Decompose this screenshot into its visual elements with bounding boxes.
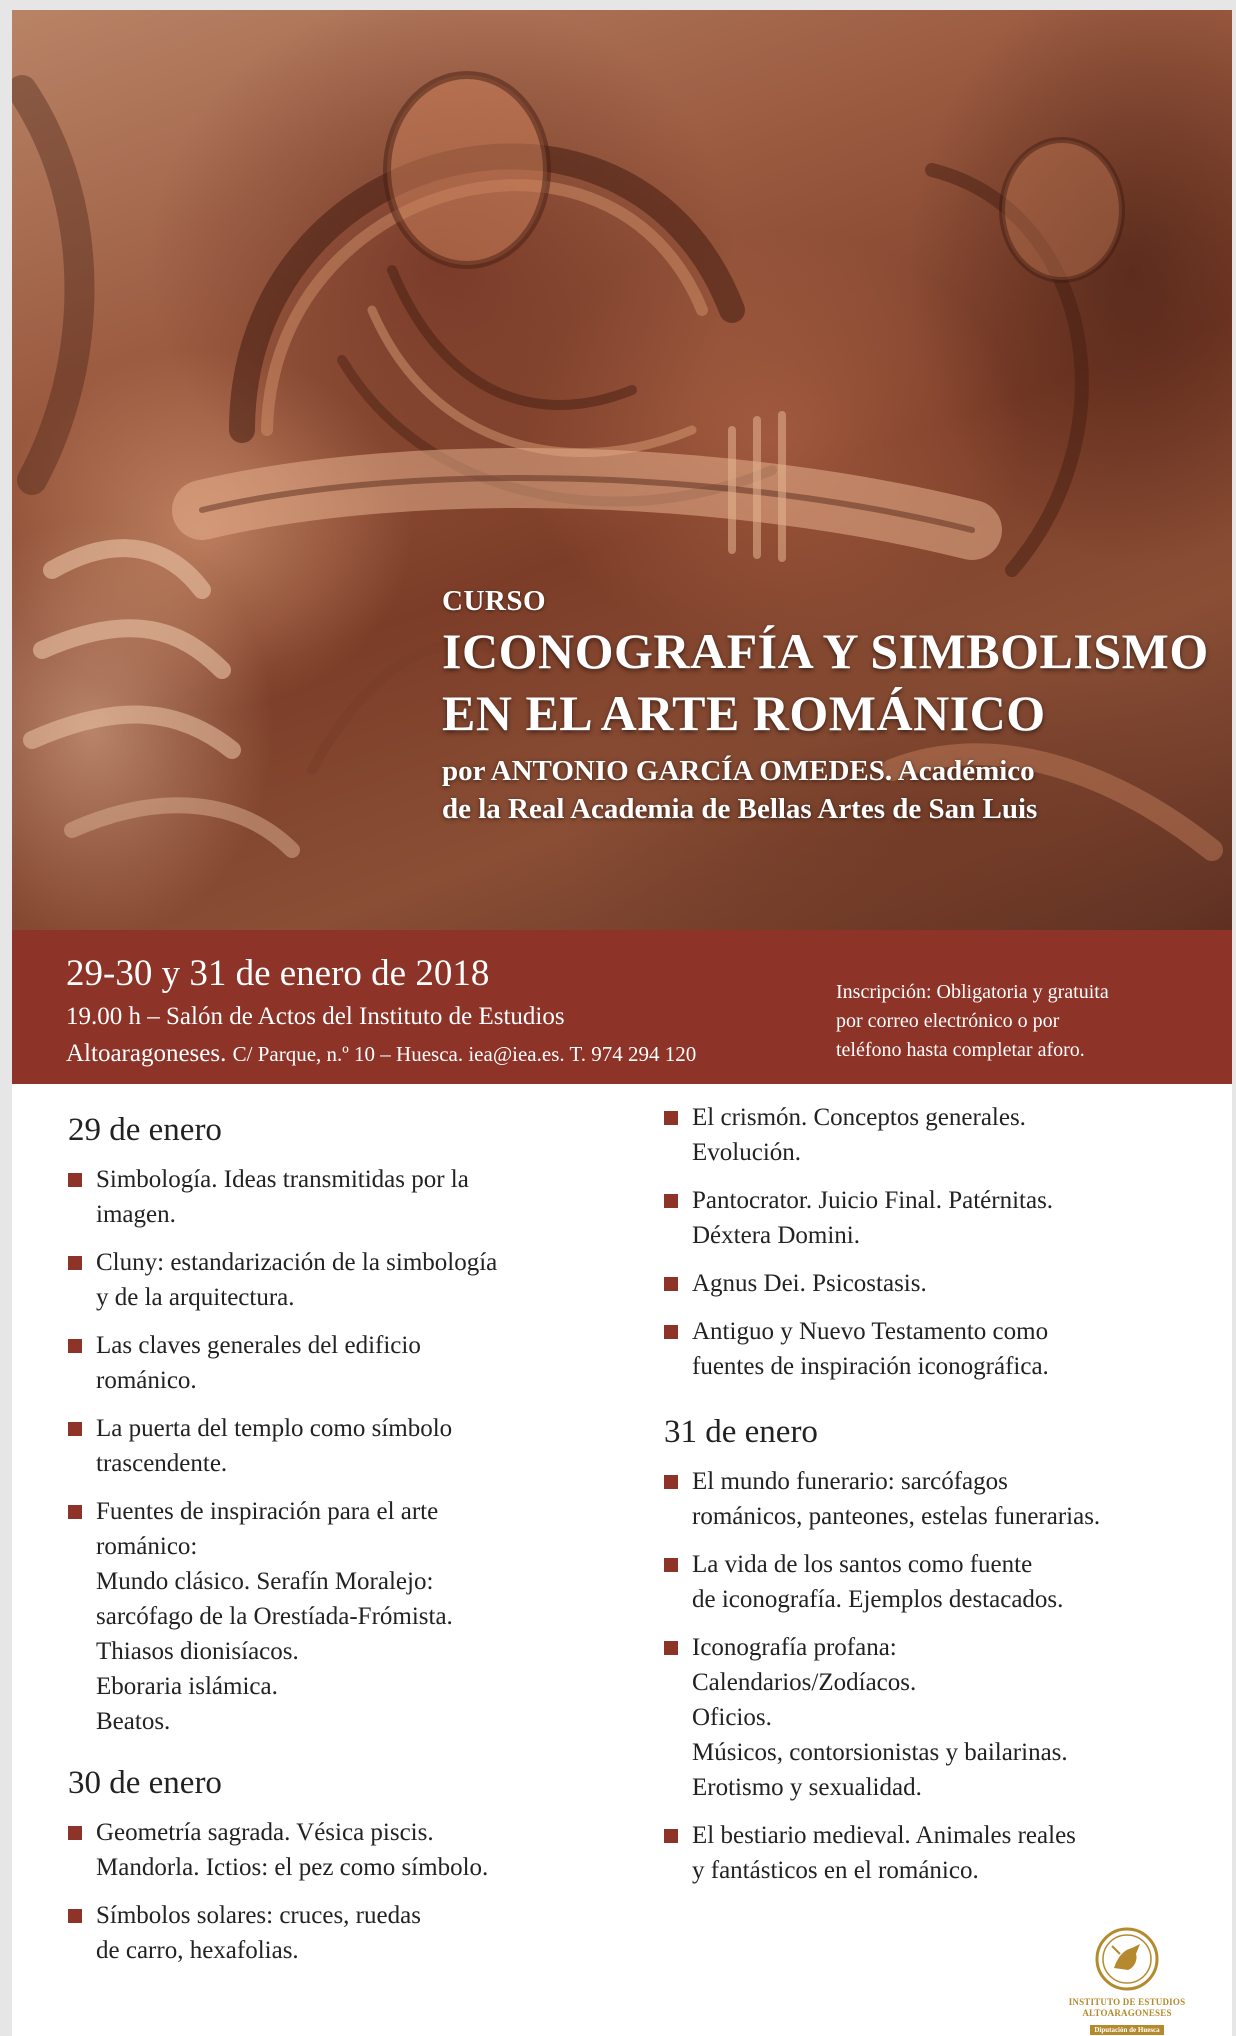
session-item-line: Antiguo y Nuevo Testamento como <box>692 1318 1049 1345</box>
session-item-line: de carro, hexafolias. <box>96 1937 299 1964</box>
institute-seal-icon <box>1094 1926 1160 1992</box>
bullet-square-icon <box>664 1641 678 1655</box>
bullet-square-icon <box>68 1505 82 1519</box>
session-item-line: El crismón. Conceptos generales. <box>692 1104 1026 1131</box>
session-item <box>68 1411 628 1481</box>
session-item-line: Iconografía profana: <box>692 1634 897 1661</box>
session-item-line: El bestiario medieval. Animales reales <box>692 1822 1076 1849</box>
session-item-line: El mundo funerario: sarcófagos <box>692 1468 1008 1495</box>
session-item <box>664 1266 1224 1301</box>
session-item <box>664 1464 1224 1534</box>
bullet-square-icon <box>664 1277 678 1291</box>
session-item-line: La vida de los santos como fuente <box>692 1551 1033 1578</box>
day-heading: 29 de enero <box>68 1112 222 1148</box>
session-item-line: románico. <box>96 1367 197 1394</box>
session-item <box>68 1815 628 1885</box>
session-item-line: Oficios. <box>692 1704 772 1731</box>
session-list <box>664 1100 1224 1384</box>
session-item <box>664 1183 1224 1253</box>
info-band <box>12 930 1232 1084</box>
course-title-line: EN EL ARTE ROMÁNICO <box>442 685 1046 741</box>
course-dates: 29-30 y 31 de enero de 2018 <box>66 953 490 994</box>
bullet-square-icon <box>68 1256 82 1270</box>
session-item <box>664 1100 1224 1170</box>
bullet-square-icon <box>664 1325 678 1339</box>
session-item-line: La puerta del templo como símbolo <box>96 1415 453 1442</box>
session-item <box>664 1547 1224 1617</box>
inscription-info <box>836 978 1216 1065</box>
logo-subtext: Diputación de Huesca <box>1090 2025 1163 2035</box>
venue-address: C/ Parque, n.º 10 – Huesca. iea@iea.es. T. 974 294 120 <box>232 1042 697 1066</box>
session-item-line: Geometría sagrada. Vésica piscis. <box>96 1819 434 1846</box>
session-item-line: Evolución. <box>692 1139 802 1166</box>
session-item-line: imagen. <box>96 1201 176 1228</box>
session-item-line: Pantocrator. Juicio Final. Patérnitas. <box>692 1187 1054 1214</box>
session-item-line: Déxtera Domini. <box>692 1222 861 1249</box>
session-item <box>68 1898 628 1968</box>
session-item <box>68 1245 628 1315</box>
hero-image <box>12 10 1232 930</box>
program-column-right <box>664 1104 1224 1901</box>
session-item-line: trascendente. <box>96 1450 228 1477</box>
inscription-line: teléfono hasta completar aforo. <box>836 1039 1085 1061</box>
session-list <box>664 1464 1224 1888</box>
venue-info <box>66 998 696 1073</box>
session-item-line: Erotismo y sexualidad. <box>692 1774 922 1801</box>
session-item-line: románico: <box>96 1533 198 1560</box>
venue-line: 19.00 h – Salón de Actos del Instituto de Estudios <box>66 1003 565 1030</box>
session-item-line: Símbolos solares: cruces, ruedas <box>96 1902 421 1929</box>
bullet-square-icon <box>68 1422 82 1436</box>
session-item-line: fuentes de inspiración iconográfica. <box>692 1353 1049 1380</box>
bullet-square-icon <box>664 1829 678 1843</box>
hero-text-block <box>442 585 1209 828</box>
course-title <box>442 620 1209 744</box>
session-item-line: Mundo clásico. Serafín Moralejo: <box>96 1568 434 1595</box>
venue-institute: Altoaragoneses. <box>66 1040 227 1067</box>
session-item-line: Músicos, contorsionistas y bailarinas. <box>692 1739 1068 1766</box>
author-line: por ANTONIO GARCÍA OMEDES. Académico <box>442 755 1035 787</box>
bullet-square-icon <box>664 1558 678 1572</box>
session-item-line: y fantásticos en el románico. <box>692 1857 979 1884</box>
course-label: CURSO <box>442 585 547 617</box>
session-item-line: Eboraria islámica. <box>96 1673 278 1700</box>
session-item-line: Mandorla. Ictios: el pez como símbolo. <box>96 1854 489 1881</box>
session-item-line: Beatos. <box>96 1708 171 1735</box>
day-heading: 31 de enero <box>664 1414 818 1450</box>
bullet-square-icon <box>664 1475 678 1489</box>
session-item-line: Thiasos dionisíacos. <box>96 1638 299 1665</box>
program-column-left <box>68 1110 628 1981</box>
bullet-square-icon <box>68 1173 82 1187</box>
bullet-square-icon <box>68 1339 82 1353</box>
poster <box>12 10 1232 2036</box>
session-item <box>68 1162 628 1232</box>
session-item-line: y de la arquitectura. <box>96 1284 295 1311</box>
session-item <box>664 1314 1224 1384</box>
day-heading: 30 de enero <box>68 1765 222 1801</box>
course-title-line: ICONOGRAFÍA Y SIMBOLISMO <box>442 623 1209 679</box>
institute-logo <box>1062 1926 1192 2032</box>
session-item-line: de iconografía. Ejemplos destacados. <box>692 1586 1064 1613</box>
inscription-line: por correo electrónico o por <box>836 1010 1060 1032</box>
session-item <box>664 1818 1224 1888</box>
inscription-line: Inscripción: Obligatoria y gratuita <box>836 981 1109 1003</box>
session-item-line: Cluny: estandarización de la simbología <box>96 1249 498 1276</box>
session-item-line: Simbología. Ideas transmitidas por la <box>96 1166 469 1193</box>
session-item <box>664 1630 1224 1805</box>
session-item-line: sarcófago de la Orestíada-Frómista. <box>96 1603 453 1630</box>
logo-text: INSTITUTO DE ESTUDIOS <box>1068 1997 1186 2007</box>
bullet-square-icon <box>664 1111 678 1125</box>
course-author <box>442 752 1209 828</box>
session-item <box>68 1494 628 1739</box>
session-item-line: Las claves generales del edificio <box>96 1332 421 1359</box>
author-line: de la Real Academia de Bellas Artes de San Luis <box>442 793 1038 825</box>
session-item <box>68 1328 628 1398</box>
bullet-square-icon <box>664 1194 678 1208</box>
session-list <box>68 1162 628 1739</box>
session-item-line: Calendarios/Zodíacos. <box>692 1669 917 1696</box>
session-item-line: Fuentes de inspiración para el arte <box>96 1498 439 1525</box>
bullet-square-icon <box>68 1909 82 1923</box>
bullet-square-icon <box>68 1826 82 1840</box>
session-item-line: románicos, panteones, estelas funerarias. <box>692 1503 1101 1530</box>
session-list <box>68 1815 628 1968</box>
logo-text: ALTOARAGONESES <box>1082 2008 1172 2018</box>
session-item-line: Agnus Dei. Psicostasis. <box>692 1270 927 1297</box>
venue-line <box>66 1035 696 1073</box>
